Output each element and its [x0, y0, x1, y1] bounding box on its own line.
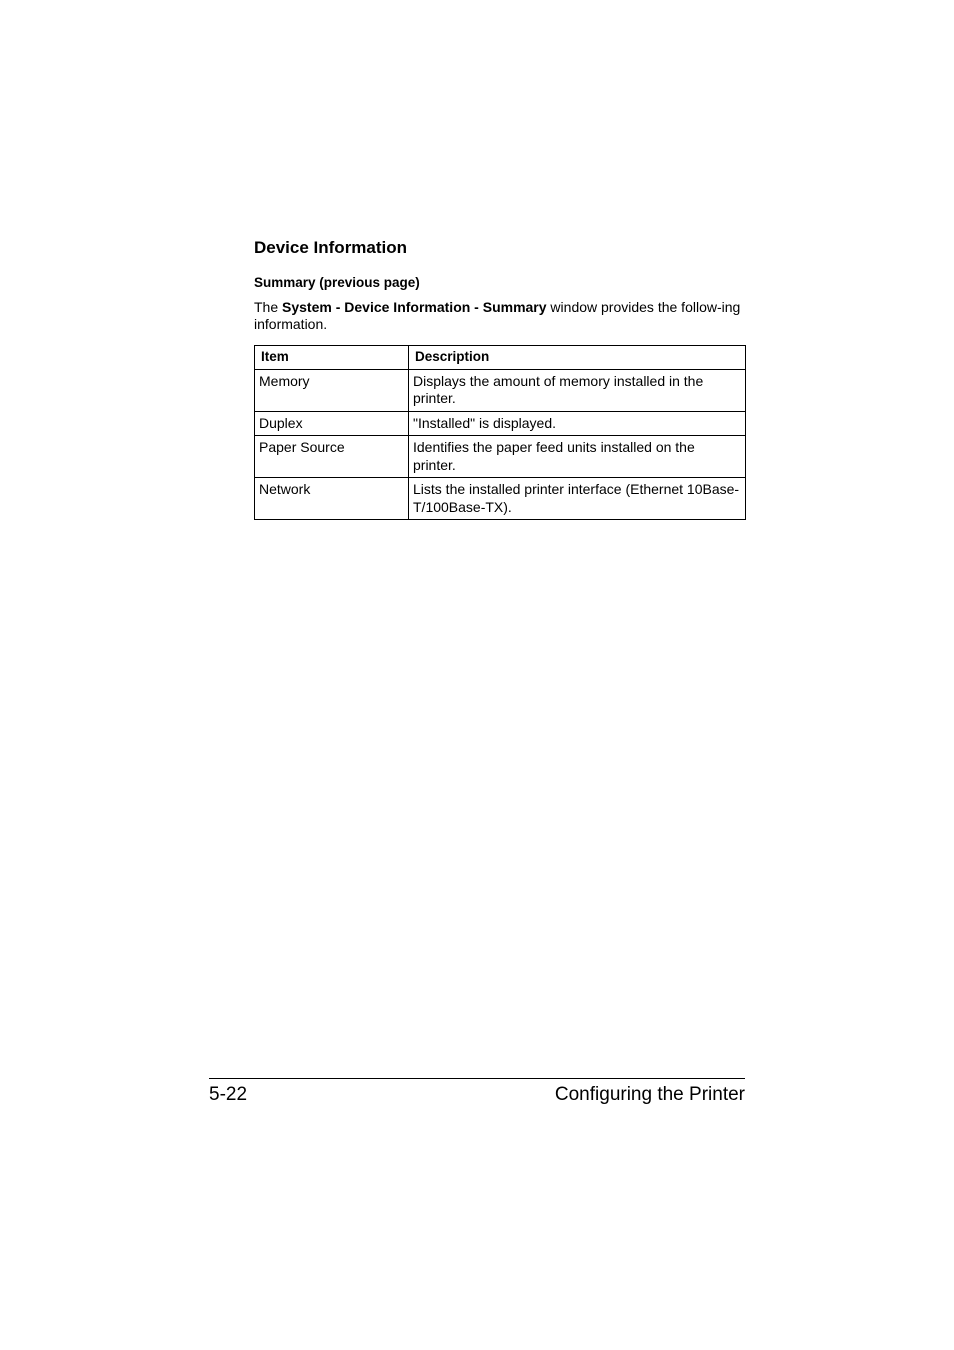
- table-row: [255, 436, 746, 478]
- page-footer: [209, 1078, 745, 1107]
- table-header-row: [255, 346, 746, 370]
- page-content: [254, 238, 746, 520]
- header-item: Item: [255, 346, 409, 370]
- cell-item: Network: [255, 478, 409, 520]
- intro-suffix: window provides the follow-ing information.: [254, 299, 741, 332]
- intro-prefix: The: [254, 299, 283, 315]
- subsection-title: Summary (previous page): [254, 275, 420, 290]
- table-row: [255, 411, 746, 436]
- cell-item: Memory: [255, 369, 409, 411]
- page-number: 5-22: [209, 1084, 248, 1105]
- cell-description: Lists the installed printer interface (Ethernet 10Base-T/100Base-TX).: [409, 478, 746, 520]
- intro-paragraph: [254, 299, 746, 333]
- table-row: [255, 369, 746, 411]
- cell-item: Paper Source: [255, 436, 409, 478]
- cell-description: Displays the amount of memory installed in the printer.: [409, 369, 746, 411]
- cell-item: Duplex: [255, 411, 409, 436]
- header-description: Description: [409, 346, 746, 370]
- cell-description: Identifies the paper feed units installed on the printer.: [409, 436, 746, 478]
- cell-description: "Installed" is displayed.: [409, 411, 746, 436]
- intro-window-name: System - Device Information - Summary: [282, 299, 547, 315]
- chapter-title: Configuring the Printer: [554, 1084, 745, 1105]
- section-title: Device Information: [254, 238, 408, 257]
- device-info-table: [254, 345, 746, 520]
- table-row: [255, 478, 746, 520]
